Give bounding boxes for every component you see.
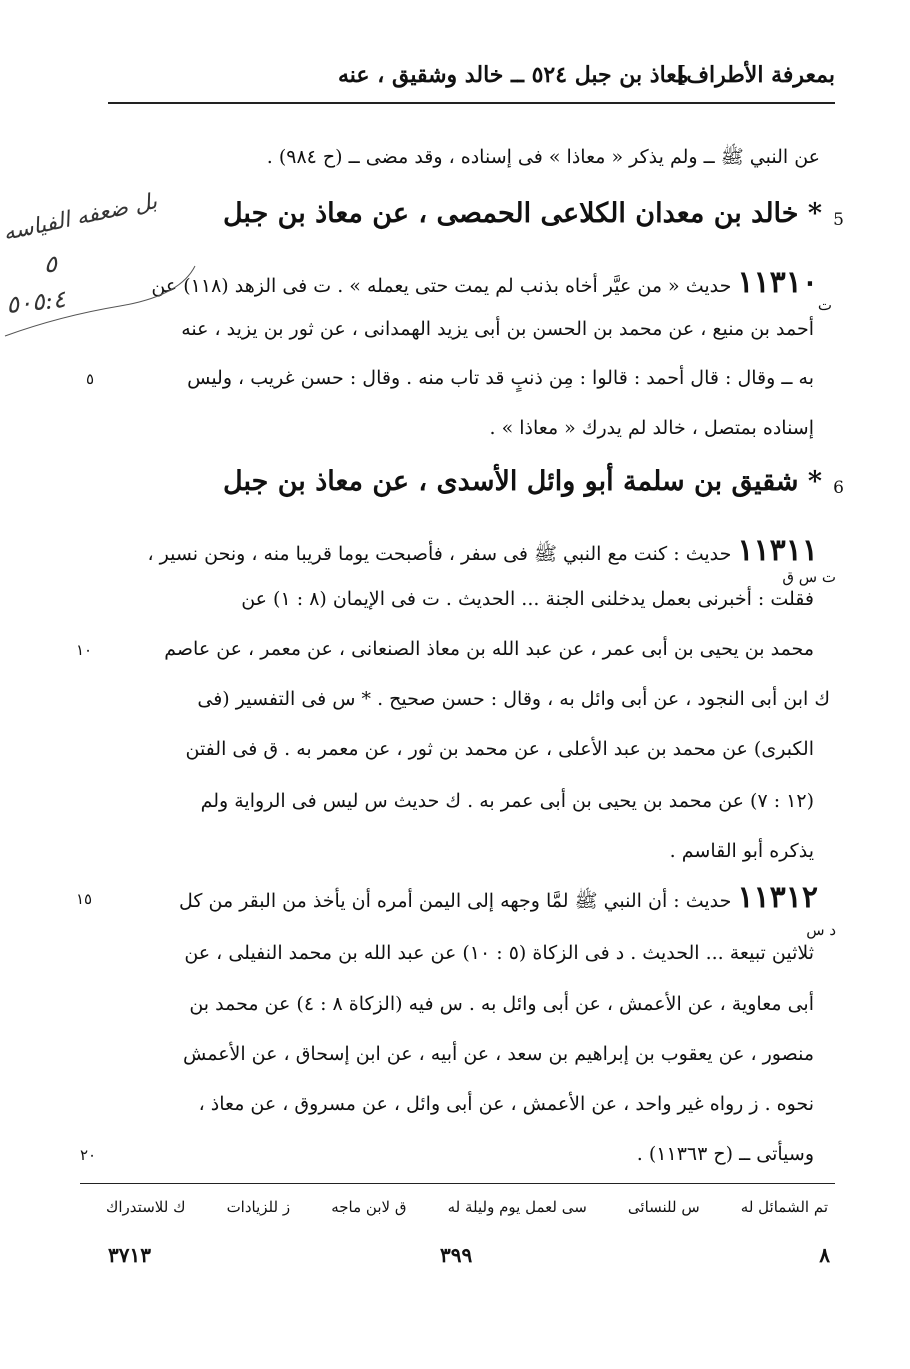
running-header <box>108 58 835 104</box>
volume-number: ٨ <box>819 1243 830 1267</box>
source-mark: د س <box>806 921 836 939</box>
text-line: به ــ وقال : قال أحمد : قالوا : مِن ذنبٍ قد تاب منه . وقال : حسن غريب ، وليس <box>187 367 814 389</box>
source-mark: ت س ق <box>782 568 836 586</box>
handwritten-stroke <box>0 256 200 346</box>
header-title: بمعرفة الأطراف] <box>675 62 835 88</box>
hadith-text: حديث « من عيَّر أخاه بذنب لم يمت حتى يعمله » . ت فى الزهد (١١٨) عن <box>151 275 732 297</box>
source-mark: ت <box>817 296 832 314</box>
handwritten-note: ٥ <box>44 250 57 278</box>
line-number: ١٥ <box>76 890 93 908</box>
text-line: ك ابن أبى النجود ، عن أبى وائل به ، وقال : حسن صحيح . * س فى التفسير (فى <box>197 688 830 710</box>
text-line: (١٢ : ٧) عن محمد بن يحيى بن أبى عمر به . ك حديث س ليس فى الرواية ولم <box>200 790 814 812</box>
header-subtitle: معاذ بن جبل ٥٢٤ ــ خالد وشقيق ، عنه <box>338 62 689 88</box>
legend-item: تم الشمائل له <box>740 1198 828 1216</box>
hadith-text: حديث : كنت مع النبي ﷺ فى سفر ، فأصبحت يوما قريبا منه ، ونحن نسير ، <box>147 543 732 565</box>
legend-item: ق لابن ماجه <box>331 1198 407 1216</box>
text-line: عن النبي ﷺ ــ ولم يذكر « معاذا » فى إسناده ، وقد مضى ــ (ح ٩٨٤) . <box>266 146 820 168</box>
text-line: أحمد بن منيع ، عن محمد بن الحسن بن أبى يزيد الهمدانى ، عن ثور بن يزيد ، عنه <box>181 318 814 340</box>
line-number: 6 <box>833 478 844 498</box>
text-line: أبى معاوية ، عن الأعمش ، عن أبى وائل به . س فيه (الزكاة ٨ : ٤) عن محمد بن <box>189 993 814 1015</box>
abbreviation-legend <box>106 1198 828 1216</box>
section-title: * خالد بن معدان الكلاعى الحمصى ، عن معاذ بن جبل <box>222 198 822 229</box>
hadith-11310 <box>151 265 818 300</box>
hadith-11311 <box>147 533 818 570</box>
line-number: ٢٠ <box>80 1146 97 1164</box>
line-number: ١٠ <box>76 641 93 659</box>
footer-rule <box>80 1183 835 1184</box>
text-line: وسيأتى ــ (ح ١١٣٦٣) . <box>636 1143 814 1165</box>
page-number: ٣٩٩ <box>440 1243 473 1267</box>
legend-item: س للنسائى <box>627 1198 700 1216</box>
text-line: يذكره أبو القاسم . <box>669 840 814 862</box>
text-line: ثلاثين تبيعة ... الحديث . د فى الزكاة (٥ : ١٠) عن عبد الله بن محمد النفيلى ، عن <box>184 942 814 964</box>
text-line: إسناده بمتصل ، خالد لم يدرك « معاذا » . <box>489 417 814 439</box>
section-title: * شقيق بن سلمة أبو وائل الأسدى ، عن معاذ بن جبل <box>223 466 822 497</box>
text-line: منصور ، عن يعقوب بن إبراهيم بن سعد ، عن أبيه ، عن ابن إسحاق ، عن الأعمش <box>182 1043 814 1065</box>
line-number: ٥ <box>86 370 95 388</box>
hadith-text: حديث : أن النبي ﷺ لمَّا وجهه إلى اليمن أمره أن يأخذ من البقر من كل <box>179 890 732 912</box>
text-line: محمد بن يحيى بن أبى عمر ، عن عبد الله بن معاذ الصنعانى ، عن معمر ، عن عاصم <box>164 638 814 660</box>
handwritten-note: ٥٠٥:٤ <box>4 284 67 320</box>
line-number: 5 <box>833 210 844 230</box>
hadith-11312 <box>179 880 818 917</box>
hadith-number: ١١٣١١ <box>737 533 818 568</box>
hadith-number: ١١٣١٢ <box>737 880 818 915</box>
handwritten-note: بل ضعفه الفياسه <box>1 189 160 246</box>
text-line: فقلت : أخبرنى بعمل يدخلنى الجنة ... الحديث . ت فى الإيمان (٨ : ١) عن <box>241 588 814 610</box>
text-line: الكبرى) عن محمد بن عبد الأعلى ، عن محمد بن ثور ، عن معمر به . ق فى الفتن <box>185 738 814 760</box>
legend-item: ز للزيادات <box>226 1198 291 1216</box>
legend-item: سى لعمل يوم وليلة له <box>447 1198 587 1216</box>
text-line: نحوه . ز رواه غير واحد ، عن الأعمش ، عن أبى وائل ، عن مسروق ، عن معاذ ، <box>198 1093 814 1115</box>
total-count: ٣٧١٣ <box>108 1243 151 1267</box>
legend-item: ك للاستدراك <box>106 1198 186 1216</box>
hadith-number: ١١٣١٠ <box>737 265 818 300</box>
